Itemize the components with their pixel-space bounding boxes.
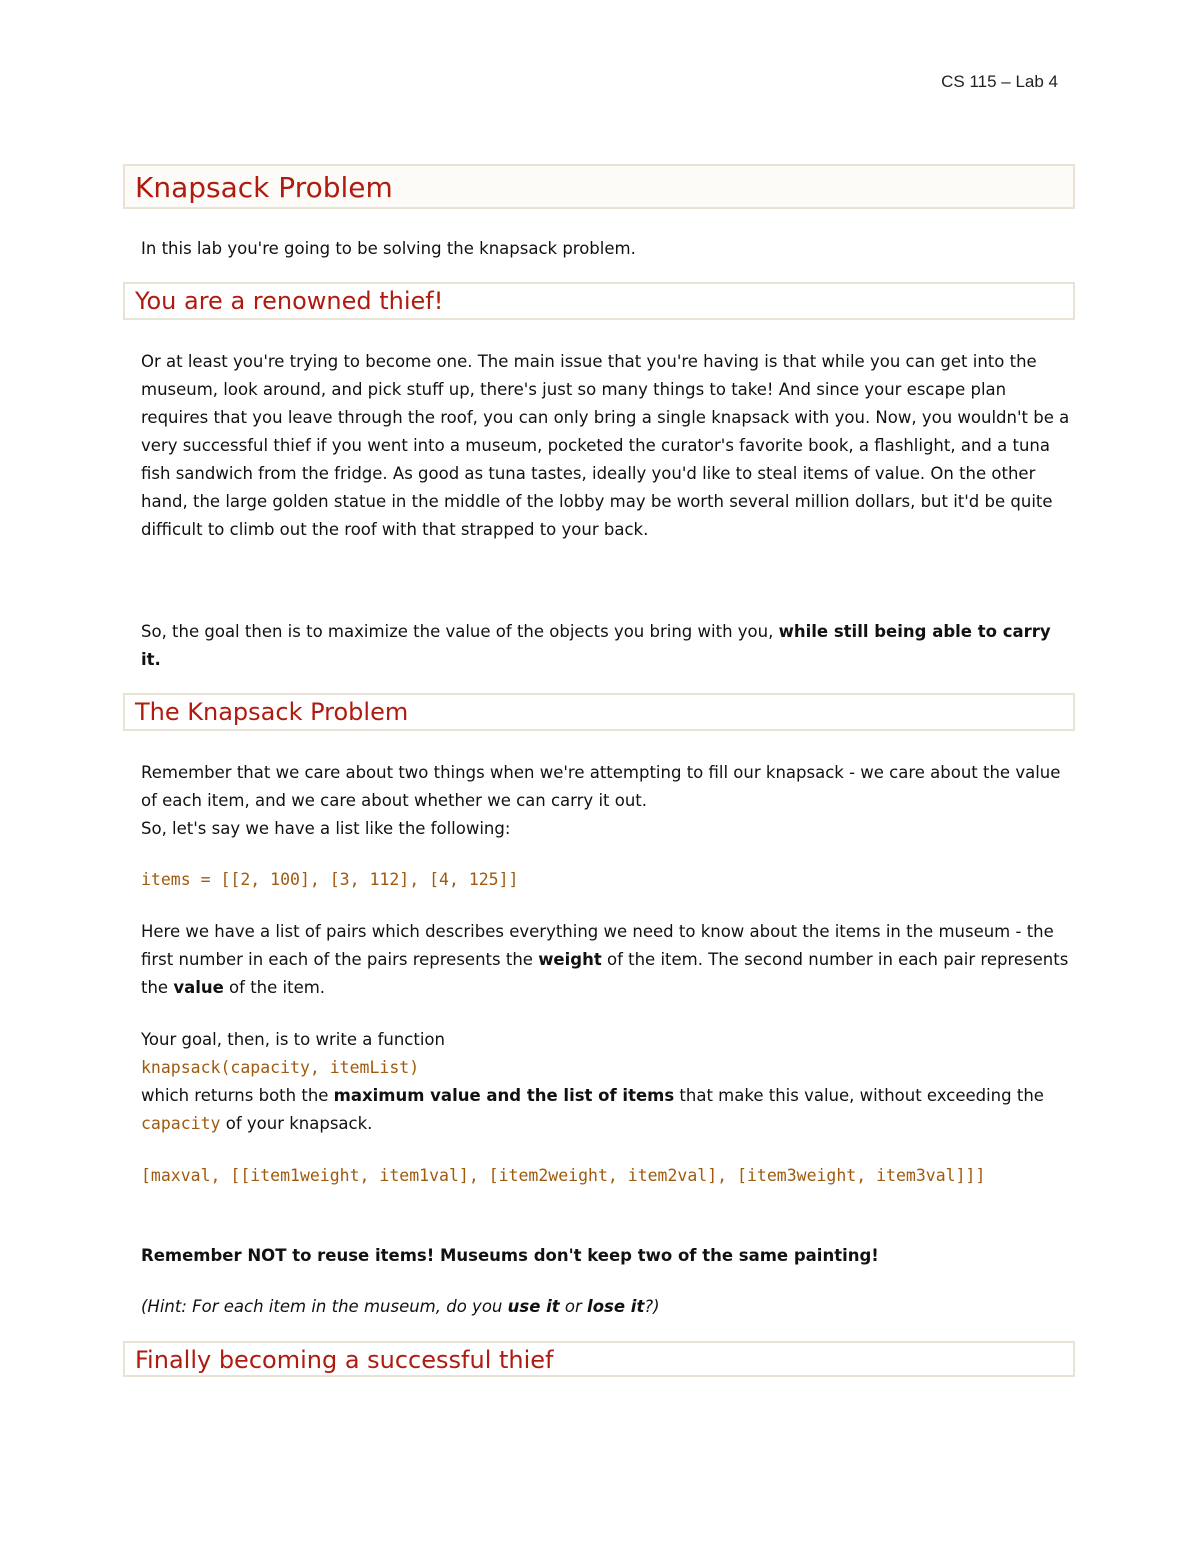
pairs-paragraph [141,918,1071,1002]
hint-lose: lose it [587,1297,645,1316]
final-heading-box [123,1341,1075,1377]
goal-paragraph [141,618,1071,674]
hint-or: or [559,1297,588,1316]
no-reuse-text: Remember NOT to reuse items! Museums don't keep two of the same painting! [141,1246,879,1265]
pairs-weight: weight [538,950,602,969]
remember-paragraph [141,759,1071,843]
pairs-text-a: Here we have a list of pairs which describes everything we need to know about the items in the museum - the first number in each of the pairs represents the [141,922,1054,969]
function-paragraph [141,1026,1071,1138]
hint-paragraph [141,1293,1071,1321]
page-title: Knapsack Problem [135,171,393,204]
returns-text-a: which returns both the [141,1086,334,1105]
return-format-code: [maxval, [[item1weight, item1val], [item2weight, item2val], [item3weight, item3val]]] [141,1166,986,1185]
pairs-text-b: of the item. The second number in each pair represents the [141,950,1069,997]
thief-heading: You are a renowned thief! [135,287,444,315]
no-reuse-warning [141,1242,1071,1270]
intro-text: In this lab you're going to be solving the knapsack problem. [141,239,636,258]
pairs-text-c: of the item. [223,978,326,997]
hint-text-a: (Hint: For each item in the museum, do you [141,1297,508,1316]
hint-text-b: ?) [644,1297,660,1316]
returns-code: capacity [141,1114,221,1133]
returns-text-b: that make this value, without exceeding the [674,1086,1044,1105]
remember-line1: Remember that we care about two things when we're attempting to fill our knapsack - we care about the value of each item, and we care about whether we can carry it out. [141,763,1061,810]
page-header-course: CS 115 – Lab 4 [941,72,1058,91]
remember-line2: So, let's say we have a list like the following: [141,819,511,838]
hint-use: use it [507,1297,560,1316]
items-code: items = [[2, 100], [3, 112], [4, 125]] [141,870,519,889]
pairs-value: value [173,978,224,997]
title-box [123,164,1075,209]
function-intro: Your goal, then, is to write a function [141,1030,445,1049]
goal-text: So, the goal then is to maximize the value of the objects you bring with you, [141,622,779,641]
goal-bold: while still being able to carry it. [141,622,1051,669]
thief-heading-box [123,282,1075,320]
returns-bold: maximum value and the list of items [333,1086,675,1105]
thief-paragraph: Or at least you're trying to become one. The main issue that you're having is that while you can get into the museum, look around, and pick stuff up, there's just so many things to take! And since your escape plan requires that you leave through the roof, you can only bring a single knapsack with you. Now, you wouldn't be a very successful thief if you went into a museum, pocketed the curator's favorite book, a flashlight, and a tuna fish sandwich from the fridge. As good as tuna tastes, ideally you'd like to steal items of value. On the other hand, the large golden statue in the middle of the lobby may be worth several million dollars, but it'd be quite difficult to climb out the roof with that strapped to your back. [141,352,1070,539]
returns-text-c: of your knapsack. [220,1114,373,1133]
knapsack-heading-box [123,693,1075,731]
function-signature: knapsack(capacity, itemList) [141,1058,420,1077]
knapsack-heading: The Knapsack Problem [135,698,409,726]
final-heading: Finally becoming a successful thief [135,1346,554,1374]
